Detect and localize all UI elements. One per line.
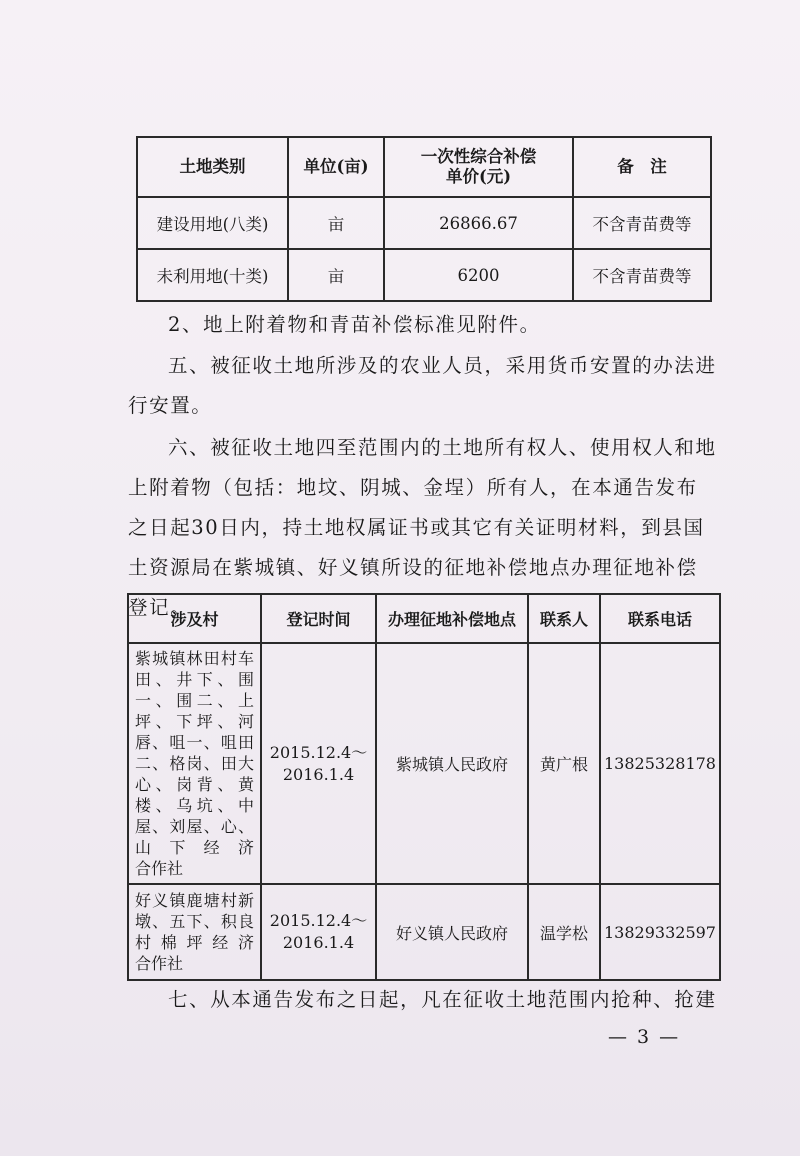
header-land-category: 土地类别 (137, 137, 288, 197)
header-contact: 联系人 (528, 594, 600, 643)
header-place: 办理征地补偿地点 (376, 594, 528, 643)
paragraph-item-5: 五、被征收土地所涉及的农业人员，采用货币安置的办法进行安置。 (128, 354, 717, 417)
registration-table (127, 593, 721, 981)
cell-phone: 13825328178 (600, 643, 720, 884)
table-row (128, 643, 720, 884)
header-unit: 单位(亩) (288, 137, 384, 197)
compensation-table (136, 136, 712, 302)
cell-contact: 温学松 (528, 884, 600, 980)
table-row (137, 249, 711, 301)
cell-time-start: 2015.12.4～ (269, 911, 368, 930)
header-remark: 备 注 (573, 137, 711, 197)
cell-phone: 13829332597 (600, 884, 720, 980)
cell-price: 6200 (384, 249, 573, 301)
cell-place: 紫城镇人民政府 (376, 643, 528, 884)
header-unit-price (384, 137, 573, 197)
cell-time-end: 2016.1.4 (282, 764, 355, 784)
cell-village-main: 紫城镇林田村车田、井下、围一、围二、上坪、下坪、河唇、咀一、咀田二、格岗、田大心、岗背、黄楼、乌坑、中屋、刘屋、心、山下经济 (135, 649, 254, 857)
cell-remark: 不含青苗费等 (573, 197, 711, 249)
paragraph-item-6: 六、被征收土地四至范围内的土地所有权人、使用权人和地上附着物（包括：地坟、阴城、金埕）所有人，在本通告发布之日起30日内，持土地权属证书或其它有关证明材料，到县国土资源局在紫城镇、好义镇所设的征地补偿地点办理征地补偿登记。 (128, 436, 717, 619)
paragraph-item-7: 七、从本通告发布之日起，凡在征收土地范围内抢种、抢建 (168, 988, 717, 1011)
cell-place: 好义镇人民政府 (376, 884, 528, 980)
header-time: 登记时间 (261, 594, 376, 643)
header-village: 涉及村 (128, 594, 261, 643)
header-unit-price-line1: 一次性综合补偿 (420, 147, 537, 166)
cell-unit: 亩 (288, 249, 384, 301)
compensation-table-header (137, 137, 711, 197)
cell-village-last: 合作社 (135, 859, 184, 878)
cell-category: 未利用地(十类) (137, 249, 288, 301)
cell-village-last: 合作社 (135, 954, 184, 973)
paragraph-item-2: 2、地上附着物和青苗补偿标准见附件。 (168, 313, 541, 336)
page-number: — 3 — (608, 1026, 681, 1048)
cell-village (128, 884, 261, 980)
cell-remark: 不含青苗费等 (573, 249, 711, 301)
cell-time-start: 2015.12.4～ (269, 742, 368, 762)
cell-village-main: 好义镇鹿塘村新墩、五下、积良村棉坪经济 (135, 891, 254, 952)
cell-time (261, 884, 376, 980)
cell-price: 26866.67 (384, 197, 573, 249)
header-phone: 联系电话 (600, 594, 720, 643)
cell-unit: 亩 (288, 197, 384, 249)
header-unit-price-line2: 单价(元) (445, 167, 512, 186)
cell-category: 建设用地(八类) (137, 197, 288, 249)
table-row (128, 884, 720, 980)
cell-time (261, 643, 376, 884)
cell-time-end: 2016.1.4 (282, 933, 355, 952)
table-row (137, 197, 711, 249)
cell-village (128, 643, 261, 884)
cell-contact: 黄广根 (528, 643, 600, 884)
registration-table-header (128, 594, 720, 643)
